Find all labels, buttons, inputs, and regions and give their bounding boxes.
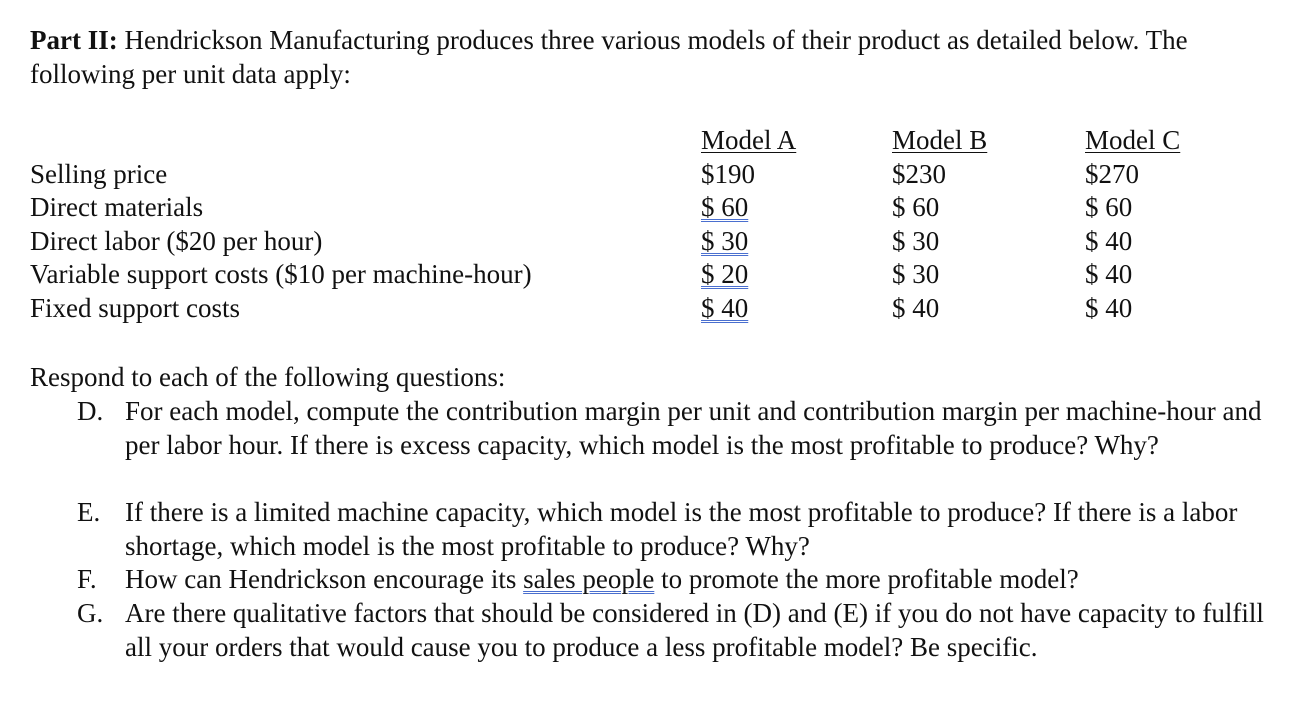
row-label-variable-support: Variable support costs ($10 per machine-hour): [30, 259, 532, 289]
question-letter: F.: [77, 564, 97, 594]
cell-direct-labor-b: $ 30: [892, 226, 940, 256]
cell-fixed-support-a: $ 40: [701, 293, 749, 323]
cell-direct-materials-a: $ 60: [701, 192, 749, 222]
cell-variable-support-a: $ 20: [701, 259, 749, 289]
cell-direct-materials-c: $ 60: [1085, 192, 1133, 222]
intro-paragraph: [30, 24, 1290, 91]
row-label-direct-labor: Direct labor ($20 per hour): [30, 226, 323, 256]
cell-fixed-support-c: $ 40: [1085, 293, 1133, 323]
row-label-direct-materials: Direct materials: [30, 192, 204, 222]
cell-selling-price-b: $230: [892, 159, 946, 189]
cell-fixed-support-b: $ 40: [892, 293, 940, 323]
question-text: If there is a limited machine capacity, which model is the most profitable to produce? If there is a labor shortage, which model is the most profitable to produce? Why?: [125, 497, 1238, 561]
header-model-a: Model A: [701, 125, 797, 155]
question-text-after: to promote the more profitable model?: [654, 564, 1079, 594]
intro-text: Hendrickson Manufacturing produces three various models of their product as detailed below. The following per unit data apply:: [30, 25, 1188, 89]
row-label-fixed-support: Fixed support costs: [30, 293, 241, 323]
cell-direct-labor-a: $ 30: [701, 226, 749, 256]
question-letter: E.: [77, 497, 101, 527]
question-letter: G.: [77, 598, 104, 628]
cell-direct-labor-c: $ 40: [1085, 226, 1133, 256]
header-model-b: Model B: [892, 125, 988, 155]
question-text: Are there qualitative factors that should be considered in (D) and (E) if you do not have capacity to fulfill all your orders that would cause you to produce a less profitable model? Be specific.: [125, 598, 1264, 662]
cell-variable-support-c: $ 40: [1085, 259, 1133, 289]
header-model-c: Model C: [1085, 125, 1181, 155]
question-letter: D.: [77, 396, 104, 426]
question-text: For each model, compute the contribution margin per unit and contribution margin per machine-hour and per labor hour. If there is excess capacity, which model is the most profitable to produce? Why?: [125, 396, 1262, 460]
row-label-selling-price: Selling price: [30, 159, 168, 189]
question-text: [125, 563, 1285, 597]
part-label: Part II:: [30, 25, 118, 55]
question-text-before: How can Hendrickson encourage its: [125, 564, 524, 594]
cell-selling-price-a: $190: [701, 159, 755, 189]
questions-intro: Respond to each of the following questions:: [30, 362, 506, 392]
cell-variable-support-b: $ 30: [892, 259, 940, 289]
sales-people-underlined: sales people: [523, 564, 655, 594]
cell-selling-price-c: $270: [1085, 159, 1139, 189]
cell-direct-materials-b: $ 60: [892, 192, 940, 222]
